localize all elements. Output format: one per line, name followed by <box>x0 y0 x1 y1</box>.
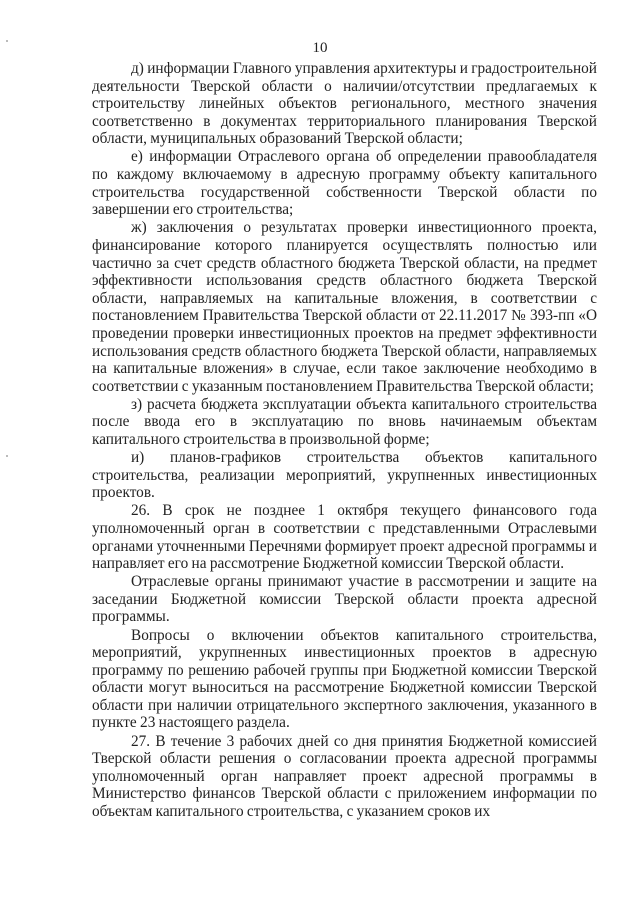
paragraph-d: д) информации Главного управления архитектуры и градостроительной деятельности Тверской области о наличии/отсутствии предлагаемых к строительству линейных объектов регионального, местного значения соответственно в документах территориального планирования Тверской области, муниципальных образований Тверской области; <box>92 60 597 148</box>
paragraph-z: з) расчета бюджета эксплуатации объекта капитального строительства после ввода его в эксплуатацию по вновь начинаемым объектам капитального строительства в произвольной форме; <box>92 395 597 448</box>
paragraph-27: 27. В течение 3 рабочих дней со дня принятия Бюджетной комиссией Тверской области решения о согласовании проекта адресной программы уполномоченный орган направляет проект адресной программы в Министерство финансов Тверской области с приложением информации по объектам капитального строительства, с указанием сроков их <box>92 732 597 820</box>
paragraph-26: 26. В срок не позднее 1 октября текущего финансового года уполномоченный орган в соответствии с представленными Отраслевыми органами уточненными Перечнями формирует проект адресной программы и направляет его на рассмотрение Бюджетной комиссии Тверской области. <box>92 502 597 573</box>
paragraph-26-questions: Вопросы о включении объектов капитального строительства, мероприятий, укрупненных инвестиционных проектов в адресную программу по решению рабочей группы при Бюджетной комиссии Тверской области могут выноситься на рассмотрение Бюджетной комиссии Тверской области при наличии отрицательного экспертного заключения, указанного в пункте 23 настоящего раздела. <box>92 626 597 732</box>
page-number: 10 <box>312 40 328 56</box>
scan-mark <box>6 455 8 457</box>
paragraph-i: и) планов-графиков строительства объектов капитального строительства, реализации мероприятий, укрупненных инвестиционных проектов. <box>92 449 597 502</box>
document-body <box>92 60 597 821</box>
paragraph-e: е) информации Отраслевого органа об определении правообладателя по каждому включаемому в адресную программу объекту капитального строительства государственной собственности Тверской области по завершении его строительства; <box>92 148 597 219</box>
paragraph-26-defense: Отраслевые органы принимают участие в рассмотрении и защите на заседании Бюджетной комиссии Тверской области проекта адресной программы. <box>92 573 597 626</box>
paragraph-zh: ж) заключения о результатах проверки инвестиционного проекта, финансирование которого планируется осуществлять полностью или частично за счет средств областного бюджета Тверской области, на предмет эффективности использования средств областного бюджета Тверской области, направляемых на капитальные вложения, в соответствии с постановлением Правительства Тверской области от 22.11.2017 № 393-пп «О проведении проверки инвестиционных проектов на предмет эффективности использования средств областного бюджета Тверской области, направляемых на капитальные вложения» в случае, если такое заключение необходимо в соответствии с указанным постановлением Правительства Тверской области; <box>92 219 597 395</box>
